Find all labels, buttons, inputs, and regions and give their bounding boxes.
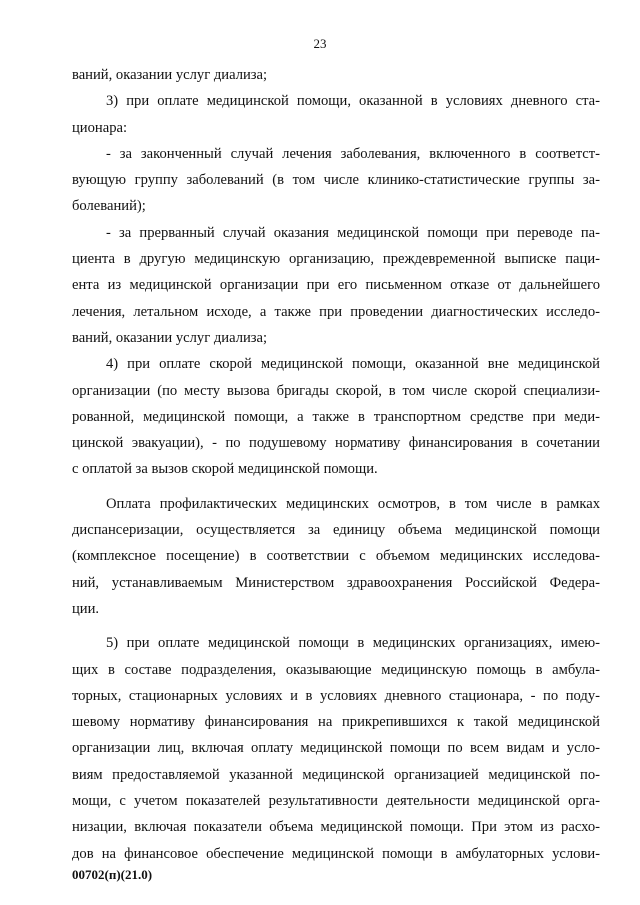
document-code: 00702(п)(21.0)	[72, 867, 153, 882]
text-line: ента из медицинской организации при его письменном отказе от дальнейшего	[72, 277, 600, 294]
text-line: мощи, с учетом показателей результативности деятельности медицинской орга-	[72, 793, 600, 810]
text-line: Оплата профилактических медицинских осмотров, в том числе в рамках	[106, 495, 600, 512]
text-line: цинской эвакуации), - по подушевому нормативу финансирования в сочетании	[72, 435, 600, 452]
text-line: торных, стационарных условиях и в условиях дневного стационара, - по поду-	[72, 687, 600, 704]
text-line: ваний, оказании услуг диализа;	[72, 67, 268, 83]
text-line: низации, включая показатели объема медицинской помощи. При этом из расхо-	[72, 819, 600, 836]
text-line: ционара:	[72, 119, 128, 136]
text-line: ваний, оказании услуг диализа;	[72, 329, 268, 346]
text-line: ции.	[72, 600, 100, 617]
text-line: организации (по месту вызова бригады скорой, в том числе скорой специализи-	[72, 382, 600, 399]
text-line: с оплатой за вызов скорой медицинской помощи.	[72, 461, 378, 478]
text-line: диспансеризации, осуществляется за единицу объема медицинской помощи	[72, 522, 600, 539]
text-line: - за прерванный случай оказания медицинской помощи при переводе па-	[106, 224, 600, 241]
text-line: дов на финансовое обеспечение медицинской помощи в амбулаторных услови-	[72, 845, 600, 862]
paragraph-gap	[72, 483, 600, 491]
text-line: шевому нормативу финансирования на прикрепившихся к такой медицинской	[72, 714, 600, 731]
page-number: 23	[313, 36, 327, 51]
paragraph-gap	[72, 622, 600, 630]
text-line: вующую группу заболеваний (в том числе клинико-статистические группы за-	[72, 172, 600, 189]
text-line: - за законченный случай лечения заболевания, включенного в соответст-	[106, 145, 600, 162]
text-line: организации лиц, включая оплату медицинской помощи по всем видам и усло-	[72, 740, 600, 757]
text-line: 5) при оплате медицинской помощи в медицинских организациях, имею-	[106, 635, 600, 652]
text-line: (комплексное посещение) в соответствии с объемом медицинских исследова-	[72, 548, 600, 565]
text-line: виям предоставляемой указанной медицинской организацией медицинской по-	[72, 766, 600, 783]
text-line: лечения, летальном исходе, а также при проведении диагностических исследо-	[72, 303, 600, 320]
text-line: болеваний);	[72, 198, 146, 215]
text-line: 4) при оплате скорой медицинской помощи, оказанной вне медицинской	[106, 356, 600, 373]
document-body	[72, 62, 600, 867]
text-line: рованной, медицинской помощи, а также в транспортном средстве при меди-	[72, 408, 600, 425]
text-line: циента в другую медицинскую организацию, преждевременной выписке паци-	[72, 251, 600, 268]
text-line: ний, устанавливаемым Министерством здравоохранения Российской Федера-	[72, 574, 600, 591]
text-line: щих в составе подразделения, оказывающие медицинскую помощь в амбула-	[72, 661, 600, 678]
text-line: 3) при оплате медицинской помощи, оказанной в условиях дневного ста-	[106, 93, 600, 110]
